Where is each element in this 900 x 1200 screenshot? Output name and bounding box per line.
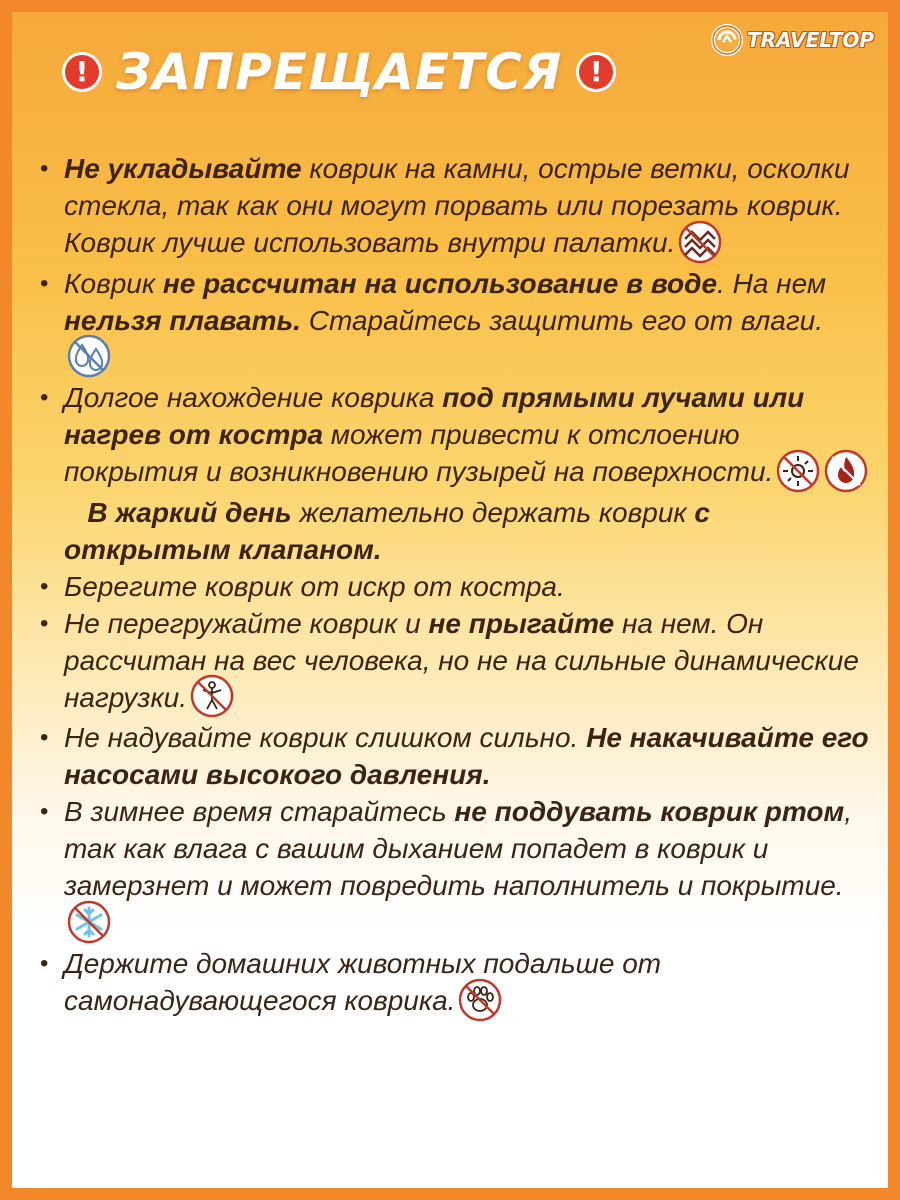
- no-fire-icon: [823, 448, 869, 494]
- no-sun-icon: [775, 448, 821, 494]
- item-text: желательно держать коврик: [291, 496, 695, 528]
- no-stones-icon: [677, 219, 723, 265]
- traveltop-logo-icon: [709, 22, 745, 58]
- list-item: [40, 379, 870, 568]
- item-text: Долгое нахождение коврика: [64, 382, 443, 414]
- item-text: Не перегружайте коврик и: [64, 607, 429, 639]
- list-item: [40, 719, 870, 793]
- list-item: [40, 605, 870, 720]
- item-text: Держите домашних животных подальше от самонадувающегося коврика.: [64, 948, 662, 1017]
- emphasis-text: Не накачивайте его насосами высокого давления.: [64, 722, 869, 791]
- emphasis-text: Не укладывайте: [64, 153, 302, 184]
- item-text: Не надувайте коврик слишком сильно.: [64, 722, 587, 754]
- warning-icon: !: [576, 52, 616, 92]
- emphasis-text: не рассчитан на использование в воде: [162, 267, 718, 299]
- item-text: Берегите коврик от искр от костра.: [64, 570, 565, 602]
- emphasis-text: под прямыми лучами или нагрев от костра: [64, 382, 805, 451]
- emphasis-text: не поддувать коврик ртом: [454, 796, 845, 828]
- header: [12, 12, 888, 137]
- item-text: В зимнее время старайтесь: [64, 796, 455, 828]
- no-pets-icon: [457, 977, 503, 1023]
- page-title: ЗАПРЕЩАЕТСЯ: [116, 43, 563, 101]
- list-item: [40, 945, 870, 1023]
- item-text: Старайтесь защитить его от влаги.: [300, 304, 824, 336]
- list-item: [40, 568, 870, 605]
- brand-logo: [709, 22, 874, 58]
- item-text: . На нем: [717, 267, 827, 299]
- list-item: [40, 793, 870, 945]
- emphasis-text: с открытым клапаном.: [64, 496, 710, 565]
- title-row: [62, 42, 616, 102]
- no-jumping-icon: [189, 673, 235, 719]
- item-text: на нем. Он рассчитан на вес человека, но не на сильные динамические нагрузки.: [64, 607, 859, 713]
- warning-icon: !: [62, 52, 102, 92]
- list-item: [40, 265, 870, 380]
- content-panel: [12, 12, 888, 1188]
- item-text: Коврик: [64, 267, 163, 299]
- rules-list: [40, 150, 870, 1023]
- no-freeze-icon: [66, 899, 112, 945]
- item-text: , так как влага с вашим дыханием попадет в коврик и замерзнет и может повредить наполнитель и покрытие.: [64, 796, 853, 902]
- emphasis-text: В жаркий день: [87, 496, 292, 528]
- logo-text: TRAVELTOP: [746, 28, 874, 52]
- emphasis-text: не прыгайте: [428, 607, 615, 639]
- no-water-icon: [66, 333, 112, 379]
- emphasis-text: нельзя плавать.: [64, 304, 301, 336]
- list-item: [40, 150, 870, 265]
- item-text: может привести к отслоению покрытия и возникновению пузырей на поверхности.: [64, 419, 774, 488]
- item-text: коврик на камни, острые ветки, осколки стекла, так как они могут порвать или порезать коврик. Коврик лучше использовать внутри палатки.: [64, 153, 850, 258]
